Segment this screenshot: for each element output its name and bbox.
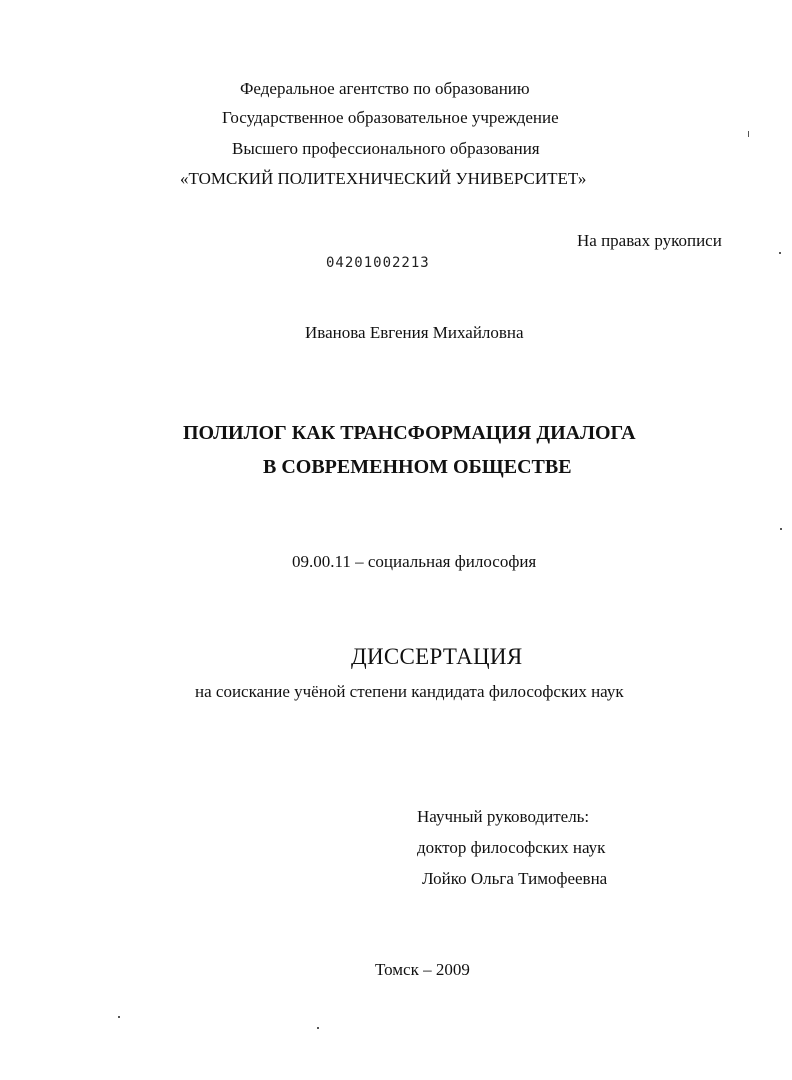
scan-speck	[779, 252, 781, 254]
supervisor-name: Лойко Ольга Тимофеевна	[422, 869, 608, 888]
university-name: «ТОМСКИЙ ПОЛИТЕХНИЧЕСКИЙ УНИВЕРСИТЕТ»	[180, 169, 587, 188]
manuscript-rights-note: На правах рукописи	[577, 231, 722, 250]
institution-type: Государственное образовательное учреждение	[222, 108, 559, 127]
education-level: Высшего профессионального образования	[232, 139, 540, 158]
agency-name: Федеральное агентство по образованию	[240, 79, 530, 98]
author-name: Иванова Евгения Михайловна	[305, 323, 524, 342]
degree-description: на соискание учёной степени кандидата философских наук	[195, 682, 624, 701]
scan-speck	[317, 1027, 319, 1029]
scan-speck	[748, 131, 749, 137]
supervisor-label: Научный руководитель:	[417, 807, 590, 826]
dissertation-title-line-1: ПОЛИЛОГ КАК ТРАНСФОРМАЦИЯ ДИАЛОГА	[183, 422, 636, 444]
document-type: ДИССЕРТАЦИЯ	[351, 644, 523, 669]
registration-number: 04201002213	[326, 255, 430, 271]
city-year: Томск – 2009	[375, 960, 470, 979]
dissertation-title-line-2: В СОВРЕМЕННОМ ОБЩЕСТВЕ	[263, 456, 572, 478]
scan-speck	[118, 1016, 120, 1018]
scan-speck	[780, 528, 782, 530]
supervisor-degree: доктор философских наук	[417, 838, 606, 857]
specialty-code: 09.00.11 – социальная философия	[292, 552, 537, 571]
